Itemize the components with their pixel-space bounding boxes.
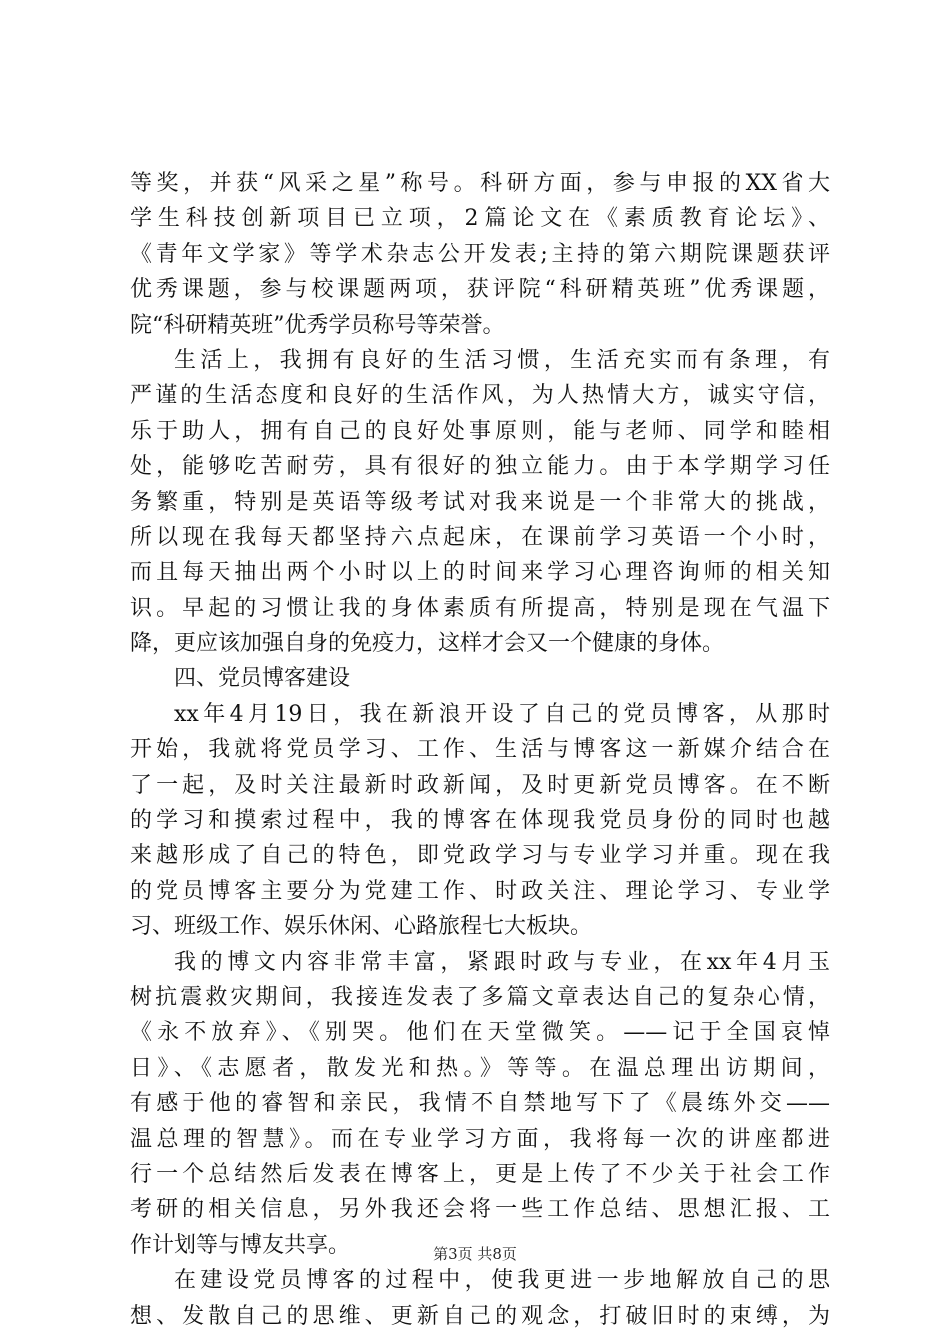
text-line: 乐于助人，拥有自己的良好处事原则，能与老师、同学和睦相 <box>130 418 830 444</box>
text-line: 优秀课题，参与校课题两项，获评院“科研精英班”优秀课题， <box>130 277 830 303</box>
text-line: 识。早起的习惯让我的身体素质有所提高，特别是现在气温下 <box>130 595 830 621</box>
text-line: 院“科研精英班”优秀学员称号等荣誉。 <box>130 312 505 338</box>
document-body <box>130 166 830 1334</box>
paragraph-start-line: xx年4月19日，我在新浪开设了自己的党员博客，从那时 <box>174 701 830 727</box>
text-line: 习、班级工作、娱乐休闲、心路旅程七大板块。 <box>130 914 593 940</box>
text-line: 开始，我就将党员学习、工作、生活与博客这一新媒介结合在 <box>130 737 830 763</box>
text-line: 降，更应该加强自身的免疫力，这样才会又一个健康的身体。 <box>130 631 725 657</box>
paragraph-start-line: 生活上，我拥有良好的生活习惯，生活充实而有条理，有 <box>174 347 830 373</box>
text-line: 处，能够吃苦耐劳，具有很好的独立能力。由于本学期学习任 <box>130 454 830 480</box>
text-line: 作计划等与博友共享。 <box>130 1232 351 1258</box>
paragraph-start-line: 在建设党员博客的过程中，使我更进一步地解放自己的思 <box>174 1268 830 1294</box>
text-line: 考研的相关信息，另外我还会将一些工作总结、思想汇报、工 <box>130 1197 830 1223</box>
text-line: 《永不放弃》、《别哭。他们在天堂微笑。——记于全国哀悼 <box>130 1020 830 1046</box>
text-line: 的学习和摸索过程中，我的博客在体现我党员身份的同时也越 <box>130 808 830 834</box>
text-line: 而且每天抽出两个小时以上的时间来学习心理咨询师的相关知 <box>130 560 830 586</box>
text-line: 行一个总结然后发表在博客上，更是上传了不少关于社会工作 <box>130 1161 830 1187</box>
text-line: 有感于他的睿智和亲民，我情不自禁地写下了《晨练外交—— <box>130 1091 830 1117</box>
text-line: 务繁重，特别是英语等级考试对我来说是一个非常大的挑战， <box>130 489 830 515</box>
text-line: 学生科技创新项目已立项，2篇论文在《素质教育论坛》、 <box>130 206 830 232</box>
text-line: 所以现在我每天都坚持六点起床，在课前学习英语一个小时， <box>130 524 830 550</box>
text-line: 来越形成了自己的特色，即党政学习与专业学习并重。现在我 <box>130 843 830 869</box>
text-line: 严谨的生活态度和良好的生活作风，为人热情大方，诚实守信， <box>130 383 830 409</box>
paragraph-start-line: 我的博文内容非常丰富，紧跟时政与专业，在xx年4月玉 <box>174 949 830 975</box>
text-line: 日》、《志愿者，散发光和热。》等等。在温总理出访期间， <box>130 1055 830 1081</box>
text-line: 想、发散自己的思维、更新自己的观念，打破旧时的束缚，为 <box>130 1303 830 1329</box>
text-line: 树抗震救灾期间，我接连发表了多篇文章表达自己的复杂心情， <box>130 984 830 1010</box>
section-heading: 四、党员博客建设 <box>174 666 351 692</box>
text-line: 《青年文学家》等学术杂志公开发表;主持的第六期院课题获评 <box>130 241 830 267</box>
text-line: 了一起，及时关注最新时政新闻，及时更新党员博客。在不断 <box>130 772 830 798</box>
text-line: 温总理的智慧》。而在专业学习方面，我将每一次的讲座都进 <box>130 1126 830 1152</box>
page-number-footer: 第3页 共8页 <box>433 1245 517 1263</box>
text-line: 等奖，并获“风采之星”称号。科研方面，参与申报的XX省大 <box>130 171 830 196</box>
text-line: 的党员博客主要分为党建工作、时政关注、理论学习、专业学 <box>130 878 830 904</box>
